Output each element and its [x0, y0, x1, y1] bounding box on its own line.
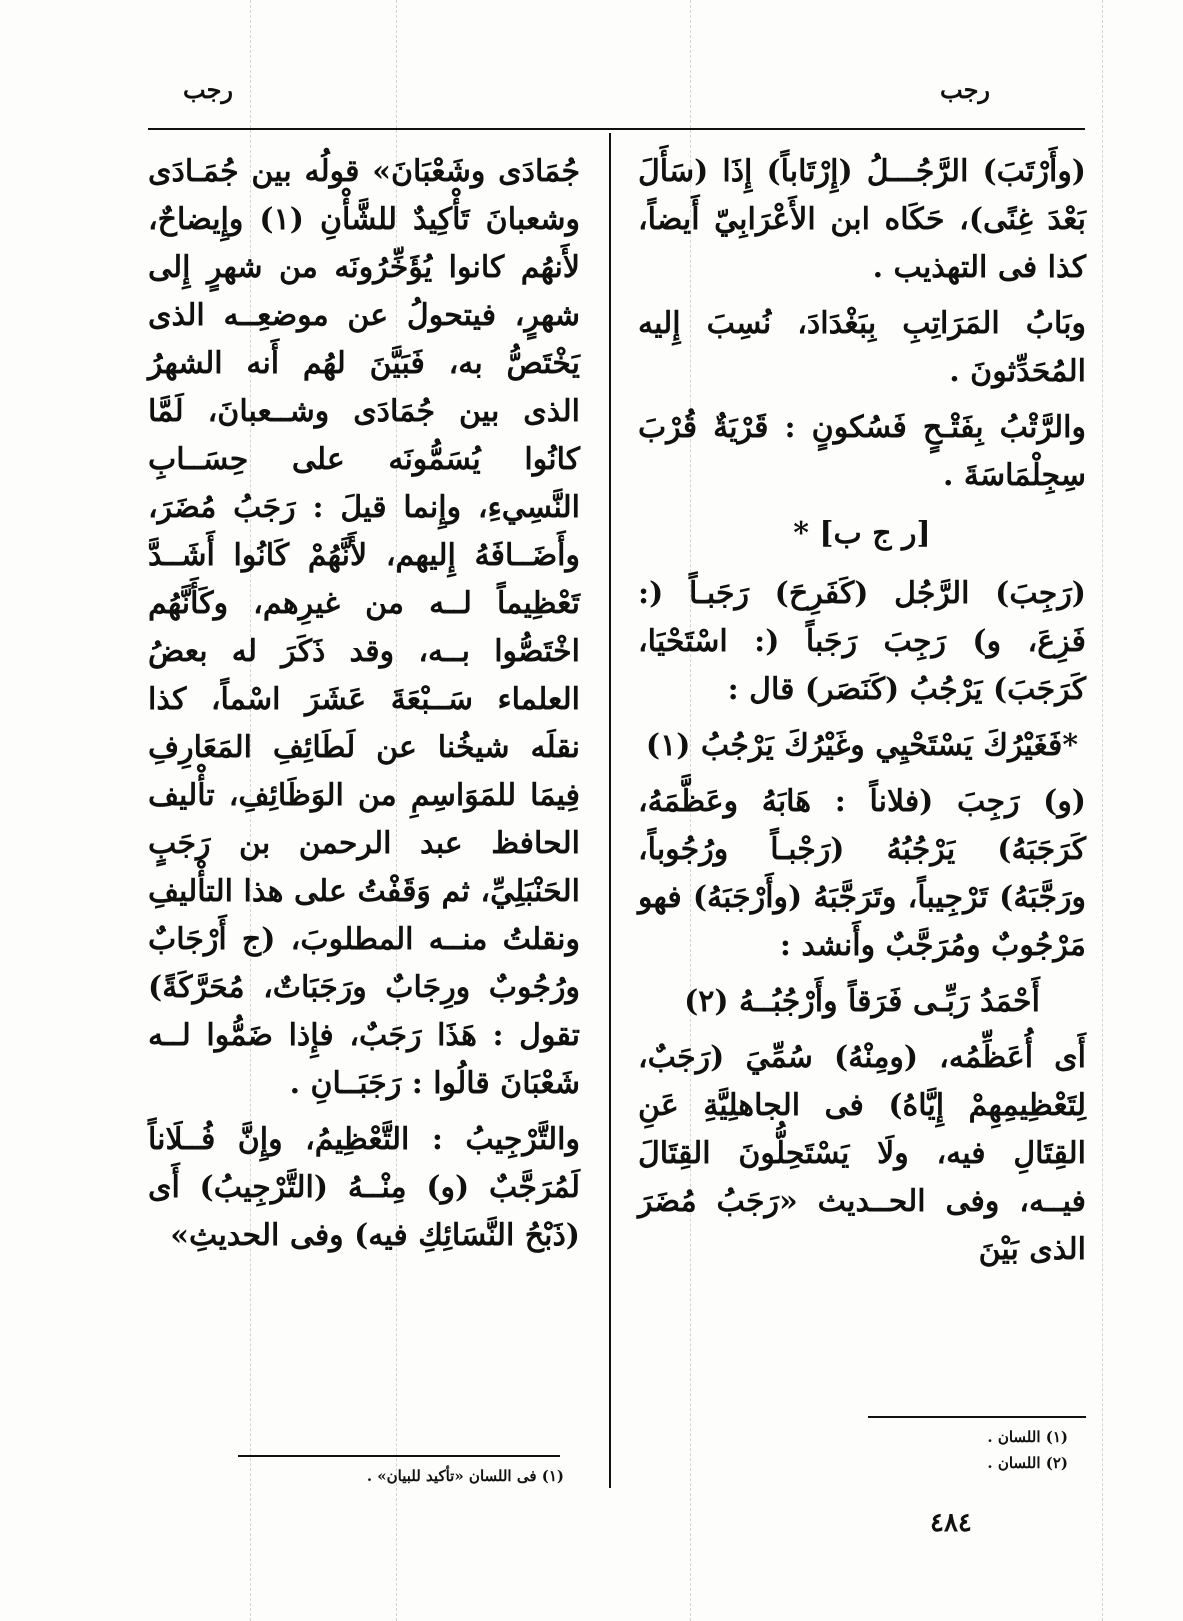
page-number: ٤٨٤ — [930, 1508, 972, 1538]
entry-heading: [ر ج ب] * — [793, 516, 931, 551]
footnotes-right — [838, 1424, 1068, 1476]
footnote-rule — [868, 1416, 1086, 1418]
left-column — [148, 148, 580, 1268]
right-column — [638, 148, 1086, 1282]
header-rule — [148, 128, 1085, 130]
footnotes-left — [238, 1463, 564, 1489]
header-right-word: رجب — [940, 75, 990, 104]
paragraph: (رَجِبَ) الرَّجُل (كَفَرِحَ) رَجَبـاً (: فَزِعَ، و) رَجِبَ رَجَباً (: اسْتَحْيَا، كَرَجَبَ) يَرْجُبُ (كَنَصَر) قال : — [638, 576, 1086, 707]
header-left-word: رجب — [183, 75, 233, 104]
verse-line: أَحْمَدُ رَبِّـى فَرَقاً وأَرْجُبُــهُ (٢) — [684, 984, 1040, 1019]
footnote-rule — [238, 1455, 560, 1457]
paragraph: (و) رَجِبَ (فلاناً : هَابَهُ وعَظَّمَهُ، كَرَجَبَهُ) يَرْجُبُهُ (رَجْبـاً ورُجُوباً، ورَجَّبَهُ) تَرْجِيباً، وتَرَجَّبَهُ (وأَرْجَبَهُ) فهو مَرْجُوبٌ ومُرَجَّبٌ وأَنشد : — [638, 784, 1086, 963]
footnote: (٢) اللسان . — [987, 1454, 1068, 1472]
paragraph: أَى أُعَظِّمُه، (ومِنْهُ) سُمِّيَ (رَجَبٌ، لِتَعْظِيمِهِمْ إِيَّاهُ) فى الجاهلِيَّةِ عَنِ القِتَالِ فيه، ولَا يَسْتَحِلُّونَ القِتَالَ فيــه، وفى الحــديث «رَجَبُ مُضَرَ الذى بَيْنَ — [638, 1040, 1086, 1267]
footnote: (١) اللسان . — [987, 1428, 1068, 1446]
paragraph: والرَّتْبُ بِفَتْـحٍ فَسُكونٍ : قَرْيَةٌ قُرْبَ سِجِلْمَاسَةَ . — [638, 410, 1086, 493]
column-divider — [609, 133, 611, 1488]
paragraph: وبَابُ المَرَاتِبِ بِبَغْدَادَ، نُسِبَ إِليه المُحَدِّثونَ . — [638, 306, 1086, 389]
paragraph: والتَّرْجِيبُ : التَّعْظِيمُ، وإِنَّ فُــلَاناً لَمُرَجَّبٌ (و) مِنْــهُ (التَّرْجِيبُ) أَى (ذَبْحُ النَّسَائِكِ فيه) وفى الحديثِ» — [148, 1122, 580, 1253]
verse-line: *فَغَيْرُكَ يَسْتَحْيِي وغَيْرُكَ يَرْجُبُ (١) — [645, 728, 1079, 763]
paragraph: جُمَادَى وشَعْبَانَ» قولُه بين جُمَـادَى وشعبانَ تَأْكِيدٌ للشَّأْنِ (١) وإِيضاحٌ، لأَنهُم كانوا يُؤَخِّرُونَه من شهرٍ إِلى شهرٍ، فيتحولُ عن موضعِــه الذى يَخْتَصُّ به، فَبَيَّنَ لهُم أَنه الشهرُ الذى بين جُمَادَى وشــعبانَ، لَمَّا كانُوا يُسَمُّونَه على حِسَــابِ النَّسِيءِ، وإِنما قيلَ : رَجَبُ مُضَرَ، وأَضَــافَهُ إِليهم، لأَنَّهُمْ كَانُوا أَشَــدَّ تَعْظِيماً لــه من غيرِهم، وكَأَنَّهُم اخْتَصُّوا بــه، وقد ذَكَرَ له بعضُ العلماء سَــبْعَةَ عَشَرَ اسْماً، كذا نقلَه شيخُنا عن لَطَائِفِ المَعَارِفِ فِيمَا للمَوَاسِمِ من الوَظَائِفِ، تأْليف الحافظ عبد الرحمن بن رَجَبٍ الحَنْبَلِيِّ، ثم وَقَفْتُ على هذا التأْليفِ ونقلتُ منــه المطلوبَ، (ج أَرْجَابٌ ورُجُوبٌ ورِجَابٌ ورَجَبَاتٌ، مُحَرَّكَةً) تقول : هَذَا رَجَبٌ، فإِذا ضَمُّوا لــه شَعْبَانَ قالُوا : رَجَبَــانِ . — [148, 154, 580, 1101]
paragraph: (وأَرْتَبَ) الرَّجُـــلُ (إِرْتَاباً) إِذَا (سَأَلَ بَعْدَ غِنًى)، حَكَاه ابن الأَعْرَابِيّ أَيضاً، كذا فى التهذيب . — [638, 154, 1086, 285]
footnote: (١) فى اللسان «تأكيد للبيان» . — [366, 1467, 564, 1485]
scan-guide-line — [1102, 0, 1103, 1621]
